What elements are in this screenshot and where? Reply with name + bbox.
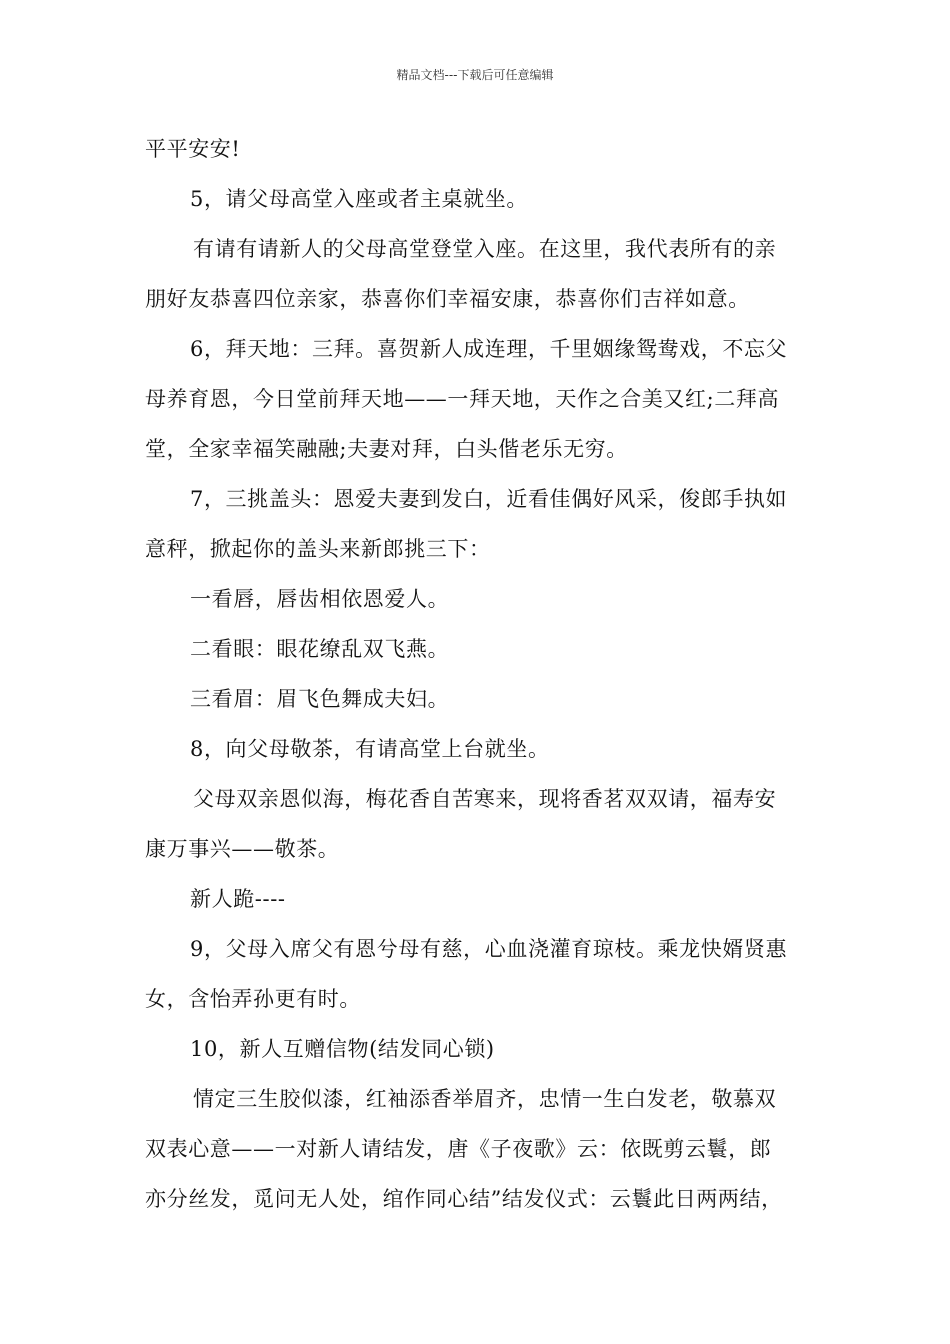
paragraph-step-10-heading bbox=[145, 1024, 833, 1074]
paragraph-step-10-body bbox=[145, 1074, 833, 1224]
paragraph-step-5-body bbox=[145, 224, 833, 324]
text-line: 情定三生胶似漆，红袖添香举眉齐，忠情一生白发老，敬慕双 bbox=[193, 1087, 777, 1111]
text-line: 意秤，掀起你的盖头来新郎挑三下： bbox=[145, 537, 491, 561]
text-line: 女，含怡弄孙更有时。 bbox=[145, 987, 361, 1011]
text-line: 亦分丝发，觅问无人处，绾作同心结”结发仪式：云鬟此日两两结， bbox=[145, 1187, 783, 1211]
text-line: 堂，全家幸福笑融融;夫妻对拜，白头偕老乐无穷。 bbox=[145, 437, 628, 461]
paragraph-step-7 bbox=[145, 474, 833, 574]
text-line: 平平安安! bbox=[145, 137, 241, 161]
paragraph-closing-blessing bbox=[145, 124, 833, 174]
text-line: 朋好友恭喜四位亲家，恭喜你们幸福安康，恭喜你们吉祥如意。 bbox=[145, 287, 750, 311]
text-line: 5，请父母高堂入座或者主桌就坐。 bbox=[190, 187, 528, 211]
text-line: 二看眼：眼花缭乱双飞燕。 bbox=[190, 637, 450, 661]
text-line: 新人跪---- bbox=[190, 887, 286, 911]
text-line: 7，三挑盖头：恩爱夫妻到发白，近看佳偶好风采，俊郎手执如 bbox=[190, 487, 788, 511]
text-line: 有请有请新人的父母高堂登堂入座。在这里，我代表所有的亲 bbox=[193, 237, 777, 261]
text-line: 母养育恩，今日堂前拜天地——一拜天地，天作之合美又红;二拜高 bbox=[145, 387, 780, 411]
paragraph-step-8-heading bbox=[145, 724, 833, 774]
text-line: 10，新人互赠信物(结发同心锁) bbox=[190, 1037, 495, 1061]
paragraph-kneel bbox=[145, 874, 833, 924]
paragraph-step-9 bbox=[145, 924, 833, 1024]
paragraph-second-look bbox=[145, 624, 833, 674]
text-line: 6，拜天地：三拜。喜贺新人成连理，千里姻缘鸳鸯戏，不忘父 bbox=[190, 337, 788, 361]
paragraph-step-6 bbox=[145, 324, 833, 474]
paragraph-step-8-body bbox=[145, 774, 833, 874]
text-line: 9，父母入席父有恩兮母有慈，心血浇灌育琼枝。乘龙快婿贤惠 bbox=[190, 937, 788, 961]
text-line: 康万事兴——敬茶。 bbox=[145, 837, 340, 861]
text-line: 父母双亲恩似海，梅花香自苦寒来，现将香茗双双请，福寿安 bbox=[193, 787, 777, 811]
paragraph-step-5-heading bbox=[145, 174, 833, 224]
text-line: 三看眉：眉飞色舞成夫妇。 bbox=[190, 687, 450, 711]
text-line: 双表心意——一对新人请结发，唐《子夜歌》云：依既剪云鬟，郎 bbox=[145, 1137, 772, 1161]
page-header: 精品文档---下载后可任意编辑 bbox=[396, 68, 554, 82]
paragraph-third-look bbox=[145, 674, 833, 724]
text-line: 8，向父母敬茶，有请高堂上台就坐。 bbox=[190, 737, 550, 761]
document-body bbox=[145, 124, 833, 1224]
paragraph-first-look bbox=[145, 574, 833, 624]
text-line: 一看唇，唇齿相依恩爱人。 bbox=[190, 587, 450, 611]
